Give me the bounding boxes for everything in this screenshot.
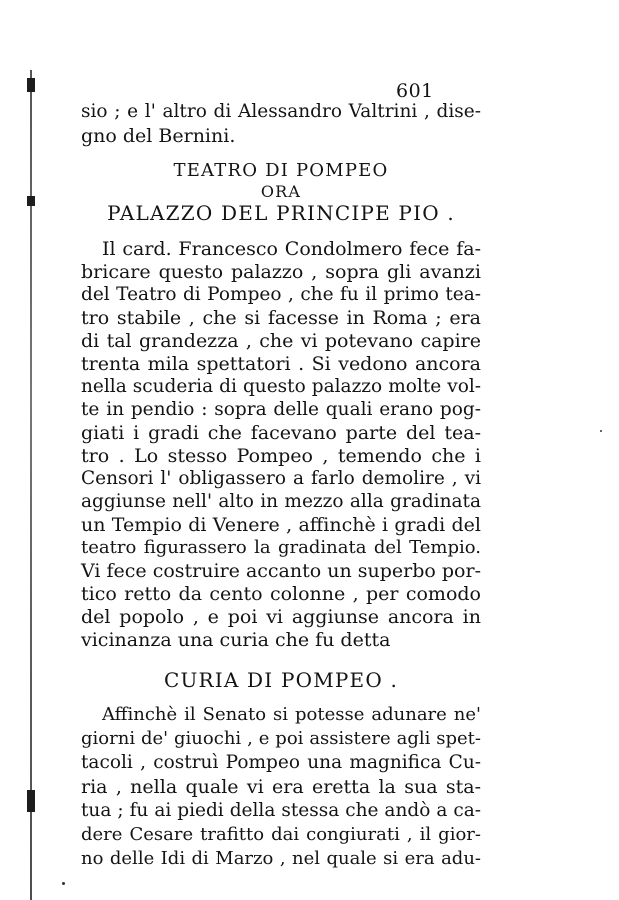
text-line: no delle Idi di Marzo , nel quale si era adu- xyxy=(81,848,481,869)
text-line: sio ; e l' altro di Alessandro Valtrini , dise- xyxy=(81,101,481,122)
page-number: 601 xyxy=(396,80,434,102)
text-line: giati i gradi che facevano parte del tea- xyxy=(81,422,481,444)
binding-mark xyxy=(27,78,35,92)
text-line: nella scuderia di questo palazzo molte vol- xyxy=(81,376,481,397)
text-line: Vi fece costruire accanto un superbo por- xyxy=(81,560,481,582)
text-line: Il card. Francesco Condolmero fece fa- xyxy=(102,238,481,260)
page-binding-edge xyxy=(30,70,32,900)
text-line: giorni de' giuochi , e poi assistere agli spet- xyxy=(81,728,481,749)
section-heading-ora: ORA xyxy=(260,182,302,201)
text-line: di tal grandezza , che vi potevano capire xyxy=(81,330,481,352)
text-line: Affinchè il Senato si potesse adunare ne' xyxy=(102,704,481,725)
binding-mark xyxy=(27,790,35,812)
text-line: tico retto da cento colonne , per comodo xyxy=(81,583,481,605)
text-line: vicinanza una curia che fu detta xyxy=(81,629,391,651)
binding-mark xyxy=(27,196,35,206)
text-line: del Teatro di Pompeo , che fu il primo tea- xyxy=(81,284,481,305)
section-heading-palazzo: PALAZZO DEL PRINCIPE PIO . xyxy=(107,201,455,225)
section-heading-curia: CURIA DI POMPEO . xyxy=(163,668,399,692)
text-line: tua ; fu ai piedi della stessa che andò a ca- xyxy=(81,800,481,821)
text-line: un Tempio di Venere , affinchè i gradi del xyxy=(81,514,481,536)
text-line: dere Cesare trafitto dai congiurati , il gior- xyxy=(81,824,481,845)
text-line: tacoli , costruì Pompeo una magnifica Cu- xyxy=(81,752,481,773)
text-line: tro stabile , che si facesse in Roma ; era xyxy=(81,307,481,329)
paper-speck xyxy=(600,430,602,432)
section-heading-teatro: TEATRO DI POMPEO xyxy=(173,160,389,181)
text-line: aggiunse nell' alto in mezzo alla gradinata xyxy=(81,491,481,512)
paper-speck xyxy=(62,882,65,885)
text-line: trenta mila spettatori . Si vedono ancora xyxy=(81,353,481,375)
text-line: bricare questo palazzo , sopra gli avanzi xyxy=(81,261,481,283)
text-line: Censori l' obligassero a farlo demolire , vi xyxy=(81,468,481,489)
text-line: te in pendio : sopra delle quali erano pog- xyxy=(81,399,481,420)
text-line: tro . Lo stesso Pompeo , temendo che i xyxy=(81,445,481,467)
text-line: del popolo , e poi vi aggiunse ancora in xyxy=(81,606,481,628)
text-line: gno del Bernini. xyxy=(81,125,236,147)
text-line: teatro figurassero la gradinata del Tempio. xyxy=(81,537,481,558)
text-line: ria , nella quale vi era eretta la sua sta- xyxy=(81,776,481,798)
